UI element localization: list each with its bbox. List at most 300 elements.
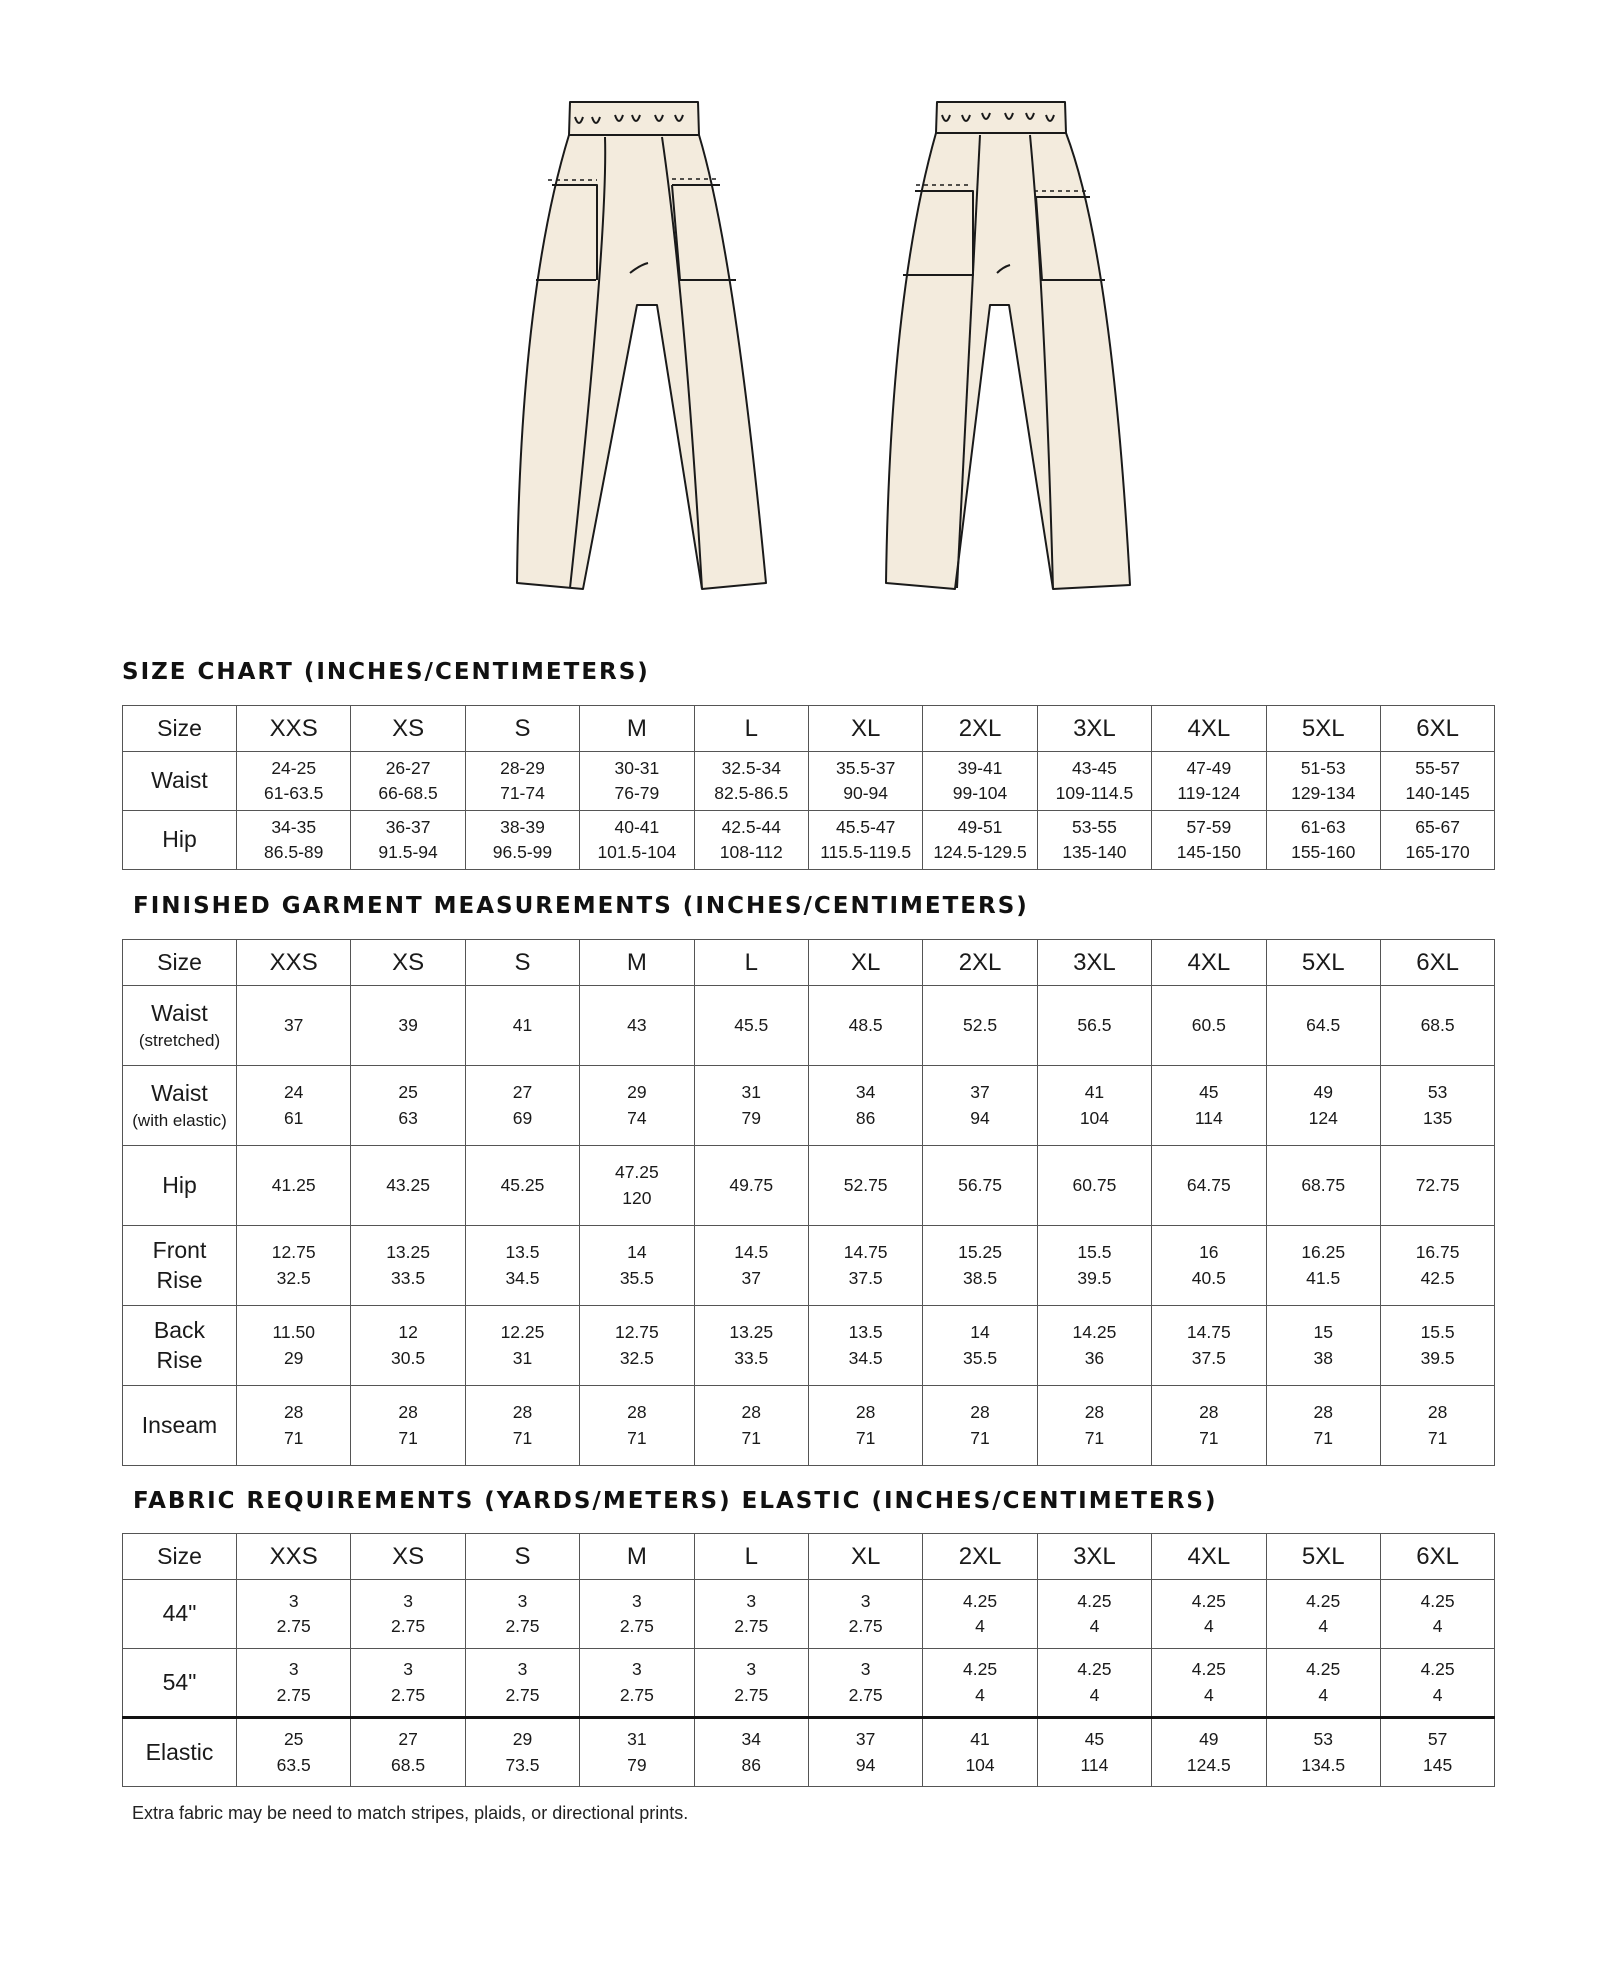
cell-value-primary: 28: [741, 1402, 761, 1423]
table-header-row: [123, 940, 1495, 986]
cell-value-secondary: 33.5: [734, 1347, 769, 1368]
cell-value-primary: 4.25: [1306, 1590, 1341, 1611]
table-cell: [351, 986, 465, 1066]
cell-value-primary: 29: [627, 1082, 647, 1103]
cell-value-primary: 68.5: [1420, 1014, 1455, 1035]
cell-value-secondary: 69: [512, 1107, 533, 1128]
cell-value-secondary: 2.75: [391, 1616, 426, 1636]
cell-value-secondary: 4: [1432, 1684, 1443, 1705]
cell-value-primary: 53: [1427, 1082, 1448, 1103]
cell-value-secondary: 32.5: [619, 1347, 654, 1368]
cell-value-secondary: 4: [975, 1684, 985, 1705]
size-col-header: 5XL: [1266, 940, 1380, 986]
table-cell: [1152, 1146, 1266, 1226]
table-cell: [465, 1580, 579, 1649]
table-cell: [237, 1306, 351, 1386]
cell-value-secondary: 109-114.5: [1055, 783, 1134, 803]
row-label: [123, 1718, 237, 1787]
table-cell: [694, 1386, 808, 1466]
cell-value-primary: 43.25: [386, 1174, 430, 1195]
cell-value-secondary: 104: [965, 1754, 995, 1775]
row-label-text: 54": [162, 1668, 197, 1695]
size-header: Size: [123, 706, 237, 752]
table-cell: [1266, 1718, 1380, 1787]
cell-value-primary: 28: [1427, 1402, 1448, 1423]
table-cell: [694, 811, 808, 870]
cell-value-primary: 56.5: [1077, 1014, 1112, 1035]
size-col-header: XS: [351, 940, 465, 986]
cell-value-primary: 13.5: [505, 1242, 540, 1263]
cell-value-secondary: 36: [1084, 1347, 1105, 1368]
row-label-text: 44": [162, 1600, 197, 1627]
table-cell: [1152, 1066, 1266, 1146]
cell-value-primary: 25: [283, 1729, 304, 1750]
table-cell: [808, 1066, 922, 1146]
row-label-text: Front: [152, 1236, 207, 1263]
cell-value-primary: 32.5-34: [721, 757, 781, 778]
cell-value-secondary: 4: [1203, 1616, 1214, 1636]
cell-value-secondary: 79: [741, 1107, 761, 1128]
cell-value-primary: 49: [1199, 1729, 1219, 1750]
cell-value-secondary: 71: [1313, 1427, 1333, 1448]
table-cell: [1266, 1226, 1380, 1306]
cell-value-primary: 3: [288, 1659, 299, 1680]
size-col-header: 2XL: [923, 940, 1037, 986]
size-col-header: S: [465, 1534, 579, 1580]
cell-value-primary: 4.25: [1420, 1659, 1455, 1680]
cell-value-secondary: 34.5: [848, 1347, 883, 1368]
cell-value-secondary: 71: [398, 1427, 418, 1448]
table-cell: [694, 1146, 808, 1226]
row-label-text-line2: Rise: [156, 1346, 203, 1373]
row-label: [123, 986, 237, 1066]
cell-value-secondary: 94: [855, 1754, 876, 1775]
table-cell: [1266, 1146, 1380, 1226]
size-col-header: 6XL: [1380, 706, 1494, 752]
table-row: [123, 1146, 1495, 1226]
cell-value-primary: 13.25: [386, 1242, 430, 1263]
cell-value-secondary: 120: [622, 1187, 652, 1208]
cell-value-primary: 38-39: [500, 816, 545, 837]
table-cell: [237, 1146, 351, 1226]
cell-value-secondary: 37.5: [848, 1267, 883, 1288]
cell-value-primary: 13.5: [848, 1322, 883, 1343]
table-cell: [580, 1306, 694, 1386]
table-cell: [808, 1146, 922, 1226]
table-cell: [923, 1146, 1037, 1226]
cell-value-primary: 51-53: [1300, 757, 1346, 778]
table-cell: [694, 986, 808, 1066]
cell-value-primary: 28: [627, 1402, 647, 1423]
table-cell: [694, 1649, 808, 1718]
table-cell: [694, 1066, 808, 1146]
cell-value-secondary: 2.75: [276, 1684, 311, 1705]
cell-value-secondary: 76-79: [614, 783, 660, 803]
cell-value-primary: 3: [403, 1590, 413, 1611]
size-col-header: L: [694, 940, 808, 986]
size-header: Size: [123, 1534, 237, 1580]
cell-value-primary: 27: [398, 1729, 418, 1750]
cell-value-secondary: 33.5: [391, 1267, 426, 1288]
cell-value-primary: 16.25: [1301, 1242, 1346, 1263]
cell-value-primary: 61-63: [1300, 816, 1346, 837]
cell-value-secondary: 114: [1080, 1754, 1109, 1775]
row-label: [123, 1306, 237, 1386]
cell-value-primary: 47-49: [1186, 757, 1232, 778]
row-label: [123, 1066, 237, 1146]
table-cell: [580, 986, 694, 1066]
table-header-row: [123, 1534, 1495, 1580]
cell-value-primary: 52.5: [963, 1014, 998, 1035]
finished-measurements-title: FINISHED GARMENT MEASUREMENTS (INCHES/CENTIMETERS): [133, 893, 1029, 919]
cell-value-secondary: 165-170: [1405, 842, 1470, 862]
cell-value-secondary: 129-134: [1291, 783, 1356, 803]
cell-value-secondary: 63: [398, 1107, 418, 1128]
cell-value-primary: 53: [1313, 1729, 1333, 1750]
cell-value-primary: 30-31: [614, 757, 660, 778]
table-cell: [808, 1718, 922, 1787]
table-cell: [1266, 752, 1380, 811]
cell-value-secondary: 31: [512, 1347, 533, 1368]
table-cell: [808, 811, 922, 870]
cell-value-secondary: 124.5: [1186, 1754, 1231, 1775]
cell-value-secondary: 61: [283, 1107, 304, 1128]
cell-value-primary: 28-29: [500, 757, 545, 778]
cell-value-secondary: 2.75: [619, 1616, 654, 1636]
cell-value-primary: 12.25: [500, 1322, 545, 1343]
table-cell: [237, 1580, 351, 1649]
cell-value-primary: 48.5: [848, 1014, 883, 1035]
cell-value-secondary: 63.5: [276, 1754, 311, 1775]
table-cell: [1152, 1718, 1266, 1787]
table-cell: [465, 1718, 579, 1787]
size-col-header: 4XL: [1152, 1534, 1266, 1580]
cell-value-primary: 41.25: [271, 1174, 316, 1195]
table-row: [123, 1066, 1495, 1146]
cell-value-primary: 64.75: [1186, 1174, 1231, 1195]
cell-value-secondary: 38.5: [963, 1267, 998, 1288]
table-cell: [237, 752, 351, 811]
cell-value-primary: 45: [1199, 1082, 1219, 1103]
cell-value-primary: 34-35: [271, 816, 317, 837]
table-cell: [1266, 1386, 1380, 1466]
table-cell: [465, 986, 579, 1066]
table-cell: [237, 986, 351, 1066]
cell-value-secondary: 71: [512, 1427, 533, 1448]
cell-value-secondary: 2.75: [276, 1616, 311, 1636]
cell-value-primary: 14.75: [843, 1242, 888, 1263]
cell-value-secondary: 119-124: [1177, 783, 1241, 803]
cell-value-primary: 65-67: [1415, 816, 1460, 837]
cell-value-primary: 12.75: [614, 1322, 659, 1343]
cell-value-secondary: 39.5: [1420, 1347, 1455, 1368]
table-row: [123, 1306, 1495, 1386]
cell-value-primary: 43-45: [1072, 757, 1117, 778]
cell-value-primary: 3: [632, 1590, 642, 1611]
table-cell: [1037, 752, 1151, 811]
cell-value-primary: 28: [1199, 1402, 1219, 1423]
cell-value-primary: 15.5: [1420, 1322, 1455, 1343]
cell-value-primary: 34: [855, 1082, 876, 1103]
size-col-header: L: [694, 706, 808, 752]
cell-value-secondary: 39.5: [1077, 1267, 1112, 1288]
cell-value-primary: 28: [1084, 1402, 1105, 1423]
table-cell: [1380, 1226, 1494, 1306]
cell-value-primary: 53-55: [1072, 816, 1117, 837]
table-cell: [465, 1066, 579, 1146]
cell-value-primary: 16: [1199, 1242, 1219, 1263]
cell-value-primary: 39-41: [957, 757, 1003, 778]
cell-value-primary: 3: [632, 1659, 642, 1680]
table-cell: [1380, 1146, 1494, 1226]
table-cell: [1037, 1580, 1151, 1649]
cell-value-primary: 16.75: [1415, 1242, 1460, 1263]
table-cell: [694, 1580, 808, 1649]
table-cell: [1152, 1580, 1266, 1649]
table-cell: [923, 1580, 1037, 1649]
cell-value-secondary: 135: [1423, 1107, 1453, 1128]
row-label-text-line2: Rise: [156, 1266, 203, 1293]
row-label-subtext: (stretched): [138, 1030, 221, 1050]
cell-value-secondary: 4: [1089, 1684, 1100, 1705]
table-cell: [351, 1386, 465, 1466]
cell-value-secondary: 71: [283, 1427, 304, 1448]
table-cell: [351, 1066, 465, 1146]
cell-value-secondary: 135-140: [1062, 842, 1127, 862]
cell-value-secondary: 2.75: [505, 1616, 540, 1636]
cell-value-secondary: 68.5: [391, 1754, 426, 1775]
table-cell: [1380, 986, 1494, 1066]
cell-value-primary: 45: [1084, 1729, 1105, 1750]
table-cell: [1037, 1718, 1151, 1787]
cell-value-secondary: 4: [1203, 1684, 1214, 1705]
cell-value-primary: 14: [627, 1242, 647, 1263]
size-col-header: 6XL: [1380, 1534, 1494, 1580]
cell-value-primary: 11.50: [272, 1322, 315, 1343]
table-cell: [923, 1226, 1037, 1306]
table-cell: [808, 1649, 922, 1718]
cell-value-secondary: 94: [970, 1107, 990, 1128]
size-col-header: S: [465, 706, 579, 752]
cell-value-primary: 12.75: [271, 1242, 316, 1263]
row-label: [123, 1649, 237, 1718]
table-cell: [237, 1226, 351, 1306]
table-cell: [808, 986, 922, 1066]
table-cell: [465, 1306, 579, 1386]
table-cell: [237, 811, 351, 870]
table-cell: [1037, 1306, 1151, 1386]
table-cell: [580, 811, 694, 870]
table-cell: [351, 1146, 465, 1226]
table-cell: [1266, 986, 1380, 1066]
cell-value-primary: 37: [283, 1014, 304, 1035]
table-cell: [1037, 811, 1151, 870]
fabric-note: Extra fabric may be need to match stripes, plaids, or directional prints.: [132, 1803, 689, 1823]
cell-value-primary: 47.25: [614, 1162, 659, 1183]
cell-value-secondary: 74: [627, 1107, 647, 1128]
cell-value-primary: 4.25: [1077, 1659, 1112, 1680]
cell-value-secondary: 104: [1079, 1107, 1110, 1128]
cell-value-secondary: 37: [741, 1267, 761, 1288]
cell-value-primary: 13.25: [729, 1322, 774, 1343]
cell-value-primary: 56.75: [958, 1174, 1002, 1195]
row-label: [123, 1146, 237, 1226]
table-cell: [1152, 1386, 1266, 1466]
cell-value-secondary: 29: [283, 1347, 304, 1368]
table-cell: [580, 1386, 694, 1466]
cell-value-primary: 45.25: [500, 1174, 545, 1195]
table-cell: [1152, 811, 1266, 870]
table-cell: [808, 1306, 922, 1386]
cell-value-secondary: 2.75: [848, 1684, 883, 1705]
cell-value-primary: 26-27: [385, 757, 431, 778]
cell-value-primary: 40-41: [614, 816, 660, 837]
table-cell: [465, 1226, 579, 1306]
cell-value-secondary: 4: [1432, 1616, 1443, 1636]
size-col-header: 3XL: [1037, 940, 1151, 986]
table-row: [123, 1580, 1495, 1649]
size-col-header: 4XL: [1152, 706, 1266, 752]
cell-value-secondary: 35.5: [619, 1267, 654, 1288]
cell-value-secondary: 140-145: [1405, 783, 1470, 803]
size-col-header: 4XL: [1152, 940, 1266, 986]
table-row: [123, 1649, 1495, 1718]
cell-value-secondary: 71: [970, 1427, 990, 1448]
table-header-row: [123, 706, 1495, 752]
cell-value-secondary: 79: [627, 1754, 647, 1775]
table-cell: [1037, 1649, 1151, 1718]
pants-front-view: [517, 102, 766, 589]
cell-value-primary: 34: [741, 1729, 761, 1750]
table-cell: [923, 1718, 1037, 1787]
cell-value-primary: 28: [512, 1402, 533, 1423]
cell-value-primary: 28: [1313, 1402, 1333, 1423]
table-cell: [1152, 1306, 1266, 1386]
cell-value-primary: 4.25: [963, 1590, 998, 1611]
cell-value-primary: 14.75: [1186, 1322, 1231, 1343]
size-col-header: M: [580, 940, 694, 986]
cell-value-primary: 37: [855, 1729, 876, 1750]
table-cell: [580, 1146, 694, 1226]
table-cell: [351, 811, 465, 870]
cell-value-primary: 57-59: [1186, 816, 1232, 837]
row-label-text: Hip: [162, 1171, 197, 1198]
table-cell: [923, 1386, 1037, 1466]
table-cell: [465, 1386, 579, 1466]
cell-value-secondary: 66-68.5: [378, 783, 438, 803]
size-col-header: 2XL: [923, 706, 1037, 752]
table-cell: [923, 752, 1037, 811]
table-cell: [580, 1718, 694, 1787]
table-cell: [1152, 752, 1266, 811]
cell-value-primary: 42.5-44: [721, 816, 781, 837]
table-cell: [351, 1226, 465, 1306]
table-cell: [1037, 986, 1151, 1066]
cell-value-secondary: 34.5: [505, 1267, 540, 1288]
row-label-text: Inseam: [141, 1411, 218, 1438]
cell-value-secondary: 99-104: [952, 783, 1008, 803]
cell-value-secondary: 61-63.5: [264, 783, 324, 803]
table-cell: [351, 1580, 465, 1649]
table-cell: [580, 1649, 694, 1718]
cell-value-primary: 28: [855, 1402, 876, 1423]
cell-value-secondary: 30.5: [391, 1347, 426, 1368]
size-chart-title: SIZE CHART (INCHES/CENTIMETERS): [122, 659, 650, 685]
table-cell: [580, 1066, 694, 1146]
cell-value-primary: 4.25: [1191, 1590, 1226, 1611]
table-cell: [1037, 1066, 1151, 1146]
table-cell: [1037, 1146, 1151, 1226]
cell-value-primary: 60.5: [1191, 1014, 1226, 1035]
cell-value-secondary: 86: [855, 1107, 876, 1128]
table-cell: [1380, 752, 1494, 811]
cell-value-secondary: 115.5-119.5: [820, 842, 912, 862]
cell-value-primary: 3: [517, 1659, 528, 1680]
row-label: [123, 1226, 237, 1306]
cell-value-primary: 41: [1084, 1082, 1105, 1103]
table-cell: [923, 811, 1037, 870]
pants-back-view: [886, 102, 1130, 589]
cell-value-secondary: 35.5: [963, 1347, 998, 1368]
row-label-text: Hip: [162, 826, 197, 853]
table-cell: [237, 1649, 351, 1718]
table-cell: [808, 1226, 922, 1306]
table-cell: [1266, 811, 1380, 870]
table-row: [123, 752, 1495, 811]
table-cell: [923, 1649, 1037, 1718]
size-col-header: 5XL: [1266, 1534, 1380, 1580]
table-cell: [351, 1718, 465, 1787]
row-label-text: Back: [153, 1316, 206, 1343]
table-cell: [694, 1718, 808, 1787]
table-cell: [923, 986, 1037, 1066]
size-col-header: 2XL: [923, 1534, 1037, 1580]
row-label: [123, 1386, 237, 1466]
table-cell: [1266, 1580, 1380, 1649]
table-cell: [923, 1066, 1037, 1146]
cell-value-secondary: 2.75: [848, 1616, 883, 1636]
cell-value-secondary: 40.5: [1191, 1267, 1226, 1288]
table-cell: [1266, 1306, 1380, 1386]
cell-value-primary: 15.25: [958, 1242, 1002, 1263]
cell-value-primary: 3: [746, 1659, 757, 1680]
row-label: [123, 1580, 237, 1649]
cell-value-secondary: 145-150: [1176, 842, 1241, 862]
cell-value-primary: 49-51: [957, 816, 1003, 837]
cell-value-primary: 41: [512, 1014, 533, 1035]
cell-value-secondary: 37.5: [1191, 1347, 1226, 1368]
cell-value-primary: 52.75: [843, 1174, 888, 1195]
table-cell: [580, 1226, 694, 1306]
table-cell: [923, 1306, 1037, 1386]
cell-value-secondary: 86.5-89: [264, 842, 324, 862]
cell-value-primary: 15.5: [1077, 1242, 1112, 1263]
table-cell: [1380, 811, 1494, 870]
cell-value-secondary: 90-94: [843, 783, 889, 803]
cell-value-secondary: 41.5: [1306, 1267, 1341, 1288]
size-col-header: XXS: [237, 940, 351, 986]
cell-value-secondary: 71: [1084, 1427, 1105, 1448]
finished-measurements-table: [122, 939, 1495, 1466]
cell-value-secondary: 71: [1199, 1427, 1219, 1448]
cell-value-primary: 45.5: [734, 1014, 769, 1035]
table-row: [123, 1386, 1495, 1466]
cell-value-primary: 60.75: [1072, 1174, 1117, 1195]
cell-value-secondary: 96.5-99: [492, 842, 553, 862]
cell-value-primary: 27: [512, 1082, 533, 1103]
table-cell: [351, 752, 465, 811]
size-col-header: XS: [351, 1534, 465, 1580]
